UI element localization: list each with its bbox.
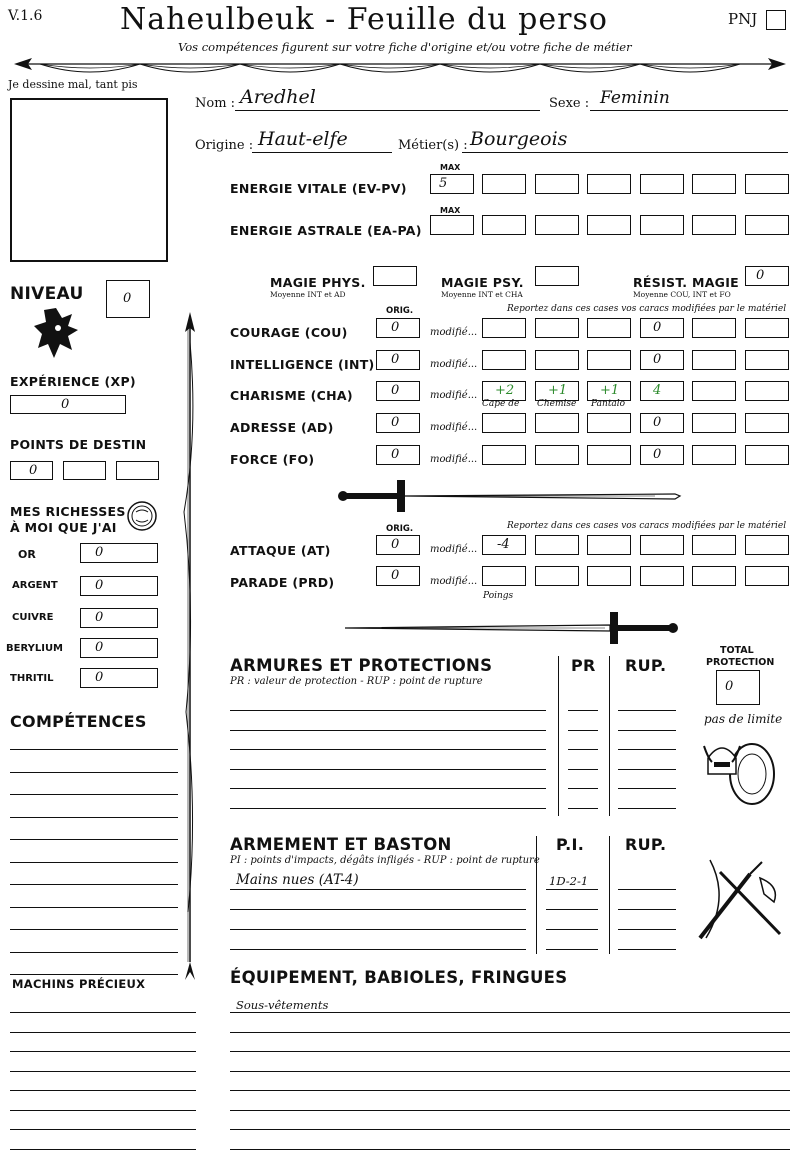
portrait-box[interactable]: [10, 98, 168, 262]
equipement-line[interactable]: [230, 1129, 790, 1130]
cha-item-2: Chemise: [537, 399, 577, 409]
combat-note: Reportez dans ces cases vos caracs modifiées par le matériel: [507, 521, 787, 531]
poings-label: Poings: [483, 591, 514, 601]
carac-mod-box[interactable]: 0: [640, 318, 684, 338]
machin-line[interactable]: [10, 1129, 196, 1130]
armement-rup-header: RUP.: [625, 835, 667, 854]
machin-line[interactable]: [10, 1110, 196, 1111]
carac-label: FORCE (FO): [230, 452, 315, 467]
arme-rup-line[interactable]: [618, 929, 676, 930]
weapon-pi[interactable]: 1D-2-1: [549, 874, 589, 888]
attaque-box[interactable]: [692, 535, 736, 555]
competence-line[interactable]: [10, 749, 178, 750]
competence-line[interactable]: [10, 794, 178, 795]
carac-mod-box[interactable]: [692, 381, 736, 401]
destin-label: POINTS DE DESTIN: [10, 437, 147, 452]
parade-box[interactable]: [587, 566, 631, 586]
page-subtitle: Vos compétences figurent sur votre fiche d'origine et/ou votre fiche de métier: [178, 40, 632, 54]
parade-orig-box[interactable]: 0: [376, 566, 420, 586]
weapon-name[interactable]: Mains nues (AT-4): [236, 872, 359, 888]
armure-rup-line[interactable]: [618, 808, 676, 809]
armure-rup-line[interactable]: [618, 749, 676, 750]
parade-box[interactable]: [535, 566, 579, 586]
carac-mod-box[interactable]: [587, 318, 631, 338]
machin-line[interactable]: [10, 1071, 196, 1072]
arme-rup-line[interactable]: [618, 889, 676, 890]
machin-line[interactable]: [10, 1051, 196, 1052]
armure-rup-line[interactable]: [618, 710, 676, 711]
parade-box[interactable]: [745, 566, 789, 586]
carac-orig-box[interactable]: 0: [376, 318, 420, 338]
machins-label: MACHINS PRÉCIEUX: [12, 977, 146, 991]
argent-box[interactable]: 0: [80, 576, 158, 596]
arme-rup-line[interactable]: [618, 949, 676, 950]
ev-box[interactable]: [640, 174, 684, 194]
resist-magie-sub: Moyenne COU, INT et FO: [633, 290, 731, 299]
equipement-line[interactable]: [230, 1051, 790, 1052]
carac-mod-box[interactable]: [482, 318, 526, 338]
armure-line[interactable]: [230, 769, 546, 770]
carac-mod-box[interactable]: [587, 413, 631, 433]
parade-box[interactable]: [482, 566, 526, 586]
arme-pi-line[interactable]: [546, 909, 598, 910]
berylium-box[interactable]: 0: [80, 638, 158, 658]
carac-modifie: modifié...: [430, 359, 478, 370]
arme-pi-line[interactable]: [546, 929, 598, 930]
armure-line[interactable]: [230, 749, 546, 750]
armure-rup-line[interactable]: [618, 788, 676, 789]
attaque-box[interactable]: -4: [482, 535, 526, 555]
magie-psy-label: MAGIE PSY.: [441, 275, 524, 290]
berylium-label: BERYLIUM: [6, 643, 64, 654]
ea-box[interactable]: [745, 215, 789, 235]
spear-icon: [178, 312, 202, 984]
metier-label: Métier(s) :: [398, 138, 468, 153]
armure-line[interactable]: [230, 808, 546, 809]
carac-modifie: modifié...: [430, 327, 478, 338]
niveau-box[interactable]: 0: [106, 280, 150, 318]
attaque-orig-box[interactable]: 0: [376, 535, 420, 555]
experience-box[interactable]: 0: [10, 395, 126, 414]
origine-value[interactable]: Haut-elfe: [258, 128, 348, 150]
carac-mod-box[interactable]: [745, 445, 789, 465]
carac-label: INTELLIGENCE (INT): [230, 357, 375, 372]
carac-orig-box[interactable]: 0: [376, 413, 420, 433]
carac-label: CHARISME (CHA): [230, 388, 353, 403]
armure-rup-line[interactable]: [618, 730, 676, 731]
ev-max-box[interactable]: 5: [430, 174, 474, 194]
attaque-box[interactable]: [587, 535, 631, 555]
armure-pr-line[interactable]: [568, 769, 598, 770]
competence-line[interactable]: [10, 907, 178, 908]
carac-mod-box[interactable]: [692, 445, 736, 465]
machin-line[interactable]: [10, 1012, 196, 1013]
competence-line[interactable]: [10, 929, 178, 930]
machin-line[interactable]: [10, 1149, 196, 1150]
thritil-label: THRITIL: [10, 673, 54, 684]
carac-modifie: modifié...: [430, 422, 478, 433]
competence-line[interactable]: [10, 884, 178, 885]
niveau-label: NIVEAU: [10, 284, 84, 304]
attaque-modifie: modifié...: [430, 544, 478, 555]
armure-pr-line[interactable]: [568, 788, 598, 789]
carac-mod-box[interactable]: [482, 350, 526, 370]
armures-rup-header: RUP.: [625, 656, 667, 675]
ea-box[interactable]: [692, 215, 736, 235]
nom-value[interactable]: Aredhel: [240, 86, 316, 108]
total-label-2: PROTECTION: [706, 657, 775, 668]
ea-max-label: MAX: [440, 206, 461, 215]
origine-label: Origine :: [195, 138, 254, 153]
ev-box[interactable]: [535, 174, 579, 194]
carac-mod-box[interactable]: +1: [587, 381, 631, 401]
competence-line[interactable]: [10, 839, 178, 840]
competence-line[interactable]: [10, 817, 178, 818]
armure-pr-line[interactable]: [568, 710, 598, 711]
competence-line[interactable]: [10, 862, 178, 863]
ea-label: ENERGIE ASTRALE (EA-PA): [230, 223, 422, 238]
destin-box[interactable]: [116, 461, 159, 480]
carac-mod-box[interactable]: 0: [640, 413, 684, 433]
pnj-label: PNJ: [728, 10, 758, 28]
dragon-icon: [32, 304, 80, 362]
magie-phys-label: MAGIE PHYS.: [270, 275, 366, 290]
carac-mod-box[interactable]: [692, 350, 736, 370]
carac-mod-box[interactable]: [535, 318, 579, 338]
equipement-line[interactable]: [230, 1149, 790, 1150]
argent-label: ARGENT: [12, 580, 58, 591]
parade-box[interactable]: [640, 566, 684, 586]
attaque-box[interactable]: [535, 535, 579, 555]
carac-mod-box[interactable]: [692, 318, 736, 338]
carac-orig-box[interactable]: 0: [376, 350, 420, 370]
attaque-box[interactable]: [745, 535, 789, 555]
competence-line[interactable]: [10, 974, 178, 975]
armure-line[interactable]: [230, 730, 546, 731]
ea-box[interactable]: [535, 215, 579, 235]
equipement-label: ÉQUIPEMENT, BABIOLES, FRINGUES: [230, 968, 568, 987]
competence-line[interactable]: [10, 952, 178, 953]
arme-line[interactable]: [230, 949, 526, 950]
carac-mod-box[interactable]: +2: [482, 381, 526, 401]
cha-item-1: Cape de: [482, 399, 520, 409]
carac-label: COURAGE (COU): [230, 325, 348, 340]
arme-pi-line[interactable]: [546, 889, 598, 890]
or-label: OR: [18, 548, 36, 561]
armure-pr-line[interactable]: [568, 749, 598, 750]
carac-mod-box[interactable]: [587, 350, 631, 370]
carac-mod-box[interactable]: 0: [640, 350, 684, 370]
pnj-checkbox[interactable]: [766, 10, 786, 30]
ev-box[interactable]: [482, 174, 526, 194]
richesses-label-2: À MOI QUE J'AI: [10, 520, 117, 535]
competences-label: COMPÉTENCES: [10, 712, 147, 731]
pr-header: PR: [571, 656, 596, 675]
equipement-line[interactable]: [230, 1032, 790, 1033]
carac-mod-box[interactable]: [745, 381, 789, 401]
machin-line[interactable]: [10, 1032, 196, 1033]
equipement-line[interactable]: [230, 1110, 790, 1111]
or-box[interactable]: 0: [80, 543, 158, 563]
armures-label: ARMURES ET PROTECTIONS: [230, 656, 493, 675]
competence-line[interactable]: [10, 772, 178, 773]
equipement-line[interactable]: [230, 1071, 790, 1072]
equipement-line[interactable]: [230, 1090, 790, 1091]
total-label-1: TOTAL: [720, 645, 754, 656]
experience-label: EXPÉRIENCE (XP): [10, 374, 136, 389]
ea-box[interactable]: [482, 215, 526, 235]
arme-line[interactable]: [230, 889, 526, 890]
arme-line[interactable]: [230, 929, 526, 930]
combat-orig-label: ORIG.: [386, 524, 414, 534]
carac-mod-box[interactable]: [482, 445, 526, 465]
coin-icon: [126, 500, 158, 532]
parade-box[interactable]: [692, 566, 736, 586]
carac-modifie: modifié...: [430, 454, 478, 465]
cuivre-label: CUIVRE: [12, 612, 54, 623]
resist-magie-label: RÉSIST. MAGIE: [633, 275, 740, 290]
carac-mod-box[interactable]: [745, 350, 789, 370]
carac-mod-box[interactable]: [745, 413, 789, 433]
parade-modifie: modifié...: [430, 576, 478, 587]
ev-box[interactable]: [692, 174, 736, 194]
equipement-line[interactable]: [230, 1012, 790, 1013]
cuivre-box[interactable]: 0: [80, 608, 158, 628]
weapons-icon: [690, 858, 786, 944]
orig-label: ORIG.: [386, 306, 414, 316]
metier-value[interactable]: Bourgeois: [470, 128, 568, 150]
armement-sub: PI : points d'impacts, dégâts infligés - RUP : point de rupture: [230, 855, 540, 866]
carac-label: ADRESSE (AD): [230, 420, 334, 435]
sexe-value[interactable]: Feminin: [600, 88, 670, 108]
destin-box[interactable]: 0: [10, 461, 53, 480]
machin-line[interactable]: [10, 1090, 196, 1091]
pas-de-limite: pas de limite: [704, 712, 783, 726]
pi-header: P.I.: [556, 835, 585, 854]
armure-pr-line[interactable]: [568, 730, 598, 731]
armure-line[interactable]: [230, 710, 546, 711]
carac-mod-box[interactable]: 0: [640, 445, 684, 465]
magie-phys-box[interactable]: [373, 266, 417, 286]
magie-psy-box[interactable]: [535, 266, 579, 286]
carac-orig-box[interactable]: 0: [376, 381, 420, 401]
caracs-note: Reportez dans ces cases vos caracs modifiées par le matériel: [507, 304, 787, 314]
sword-icon: [340, 608, 685, 648]
ev-label: ENERGIE VITALE (EV-PV): [230, 181, 407, 196]
armure-pr-line[interactable]: [568, 808, 598, 809]
equipement-item[interactable]: Sous-vêtements: [236, 998, 329, 1012]
carac-mod-box[interactable]: [535, 350, 579, 370]
sexe-label: Sexe :: [549, 96, 590, 111]
attaque-label: ATTAQUE (AT): [230, 543, 331, 558]
portrait-caption: Je dessine mal, tant pis: [8, 78, 138, 91]
armement-label: ARMEMENT ET BASTON: [230, 835, 452, 854]
carac-modifie: modifié...: [430, 390, 478, 401]
destin-box[interactable]: [63, 461, 106, 480]
carac-mod-box[interactable]: +1: [535, 381, 579, 401]
thritil-box[interactable]: 0: [80, 668, 158, 688]
ev-max-label: MAX: [440, 163, 461, 172]
carac-mod-box[interactable]: [482, 413, 526, 433]
parade-label: PARADE (PRD): [230, 575, 335, 590]
attaque-box[interactable]: [640, 535, 684, 555]
armure-line[interactable]: [230, 788, 546, 789]
arme-rup-line[interactable]: [618, 909, 676, 910]
carac-mod-box[interactable]: [535, 445, 579, 465]
carac-mod-box[interactable]: 4: [640, 381, 684, 401]
carac-orig-box[interactable]: 0: [376, 445, 420, 465]
magie-phys-sub: Moyenne INT et AD: [270, 290, 346, 299]
ev-box[interactable]: [745, 174, 789, 194]
carac-mod-box[interactable]: [535, 413, 579, 433]
cha-item-3: Pantalo: [591, 399, 626, 409]
ea-box[interactable]: [640, 215, 684, 235]
arme-line[interactable]: [230, 909, 526, 910]
total-protection-box[interactable]: 0: [716, 670, 760, 705]
armures-sub: PR : valeur de protection - RUP : point de rupture: [230, 676, 483, 687]
ev-box[interactable]: [587, 174, 631, 194]
ea-box[interactable]: [587, 215, 631, 235]
ea-max-box[interactable]: [430, 215, 474, 235]
carac-mod-box[interactable]: [692, 413, 736, 433]
magie-psy-sub: Moyenne INT et CHA: [441, 290, 523, 299]
armure-rup-line[interactable]: [618, 769, 676, 770]
sword-icon: [335, 476, 685, 516]
helmet-shield-icon: [696, 728, 780, 812]
nom-label: Nom :: [195, 96, 236, 111]
carac-mod-box[interactable]: [587, 445, 631, 465]
richesses-label-1: MES RICHESSES: [10, 504, 126, 519]
version-label: V.1.6: [8, 8, 43, 24]
resist-magie-box[interactable]: 0: [745, 266, 789, 286]
arme-pi-line[interactable]: [546, 949, 598, 950]
carac-mod-box[interactable]: [745, 318, 789, 338]
page-title: Naheulbeuk - Feuille du perso: [120, 2, 608, 37]
